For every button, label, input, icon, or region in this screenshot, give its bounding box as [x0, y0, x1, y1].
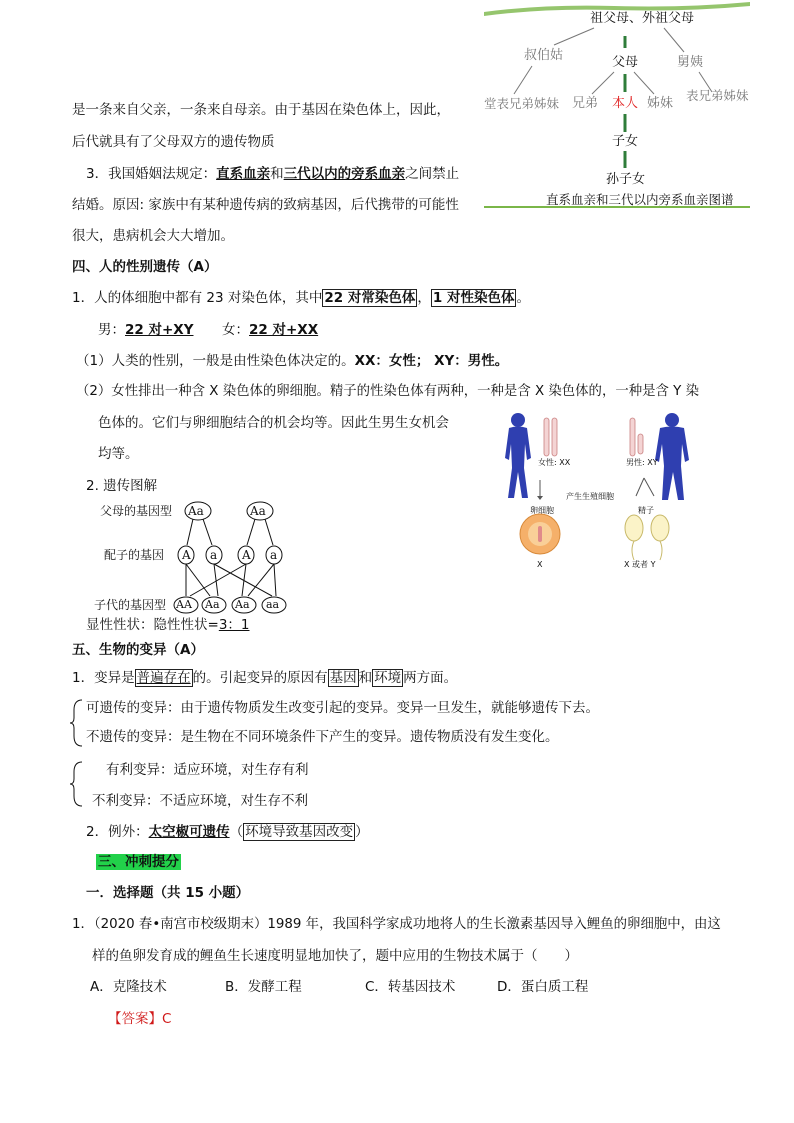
- phenotype-ratio: [86, 615, 250, 635]
- box-environment: 环境: [374, 670, 402, 686]
- pedigree-children: 子女: [612, 134, 639, 149]
- ex-paren-open: （: [229, 824, 244, 840]
- brace-variation-effect: [70, 760, 86, 808]
- egg-x-label: X: [537, 560, 543, 569]
- unfavorable-variation: 不利变异：不适应环境，对生存不利: [92, 793, 308, 809]
- term-collateral-kin: 三代以内的旁系血亲: [283, 166, 406, 182]
- section5-p1: [72, 668, 457, 688]
- female-value: 22 对+XX: [249, 322, 319, 338]
- section3-title: [96, 852, 181, 872]
- male-chromosomes-icon: [630, 418, 643, 456]
- marriage-line-3: 很大，患病机会大大增加。: [72, 228, 234, 244]
- gamete-3: A: [242, 548, 251, 562]
- marriage-line-2: 结婚。原因: 家族中有某种遗传病的致病基因，后代携带的可能性: [72, 197, 459, 213]
- genetic-cross-diagram: [72, 498, 302, 616]
- parent1-genotype: Aa: [188, 504, 204, 518]
- s5-p1-d: 两方面。: [403, 670, 458, 686]
- pedigree-cousins-paternal: 堂表兄弟姊妹: [484, 96, 560, 111]
- ratio-prefix: 显性性状：隐性性状=: [86, 617, 219, 633]
- line-to-brothers: [592, 72, 614, 94]
- pedigree-parents: 父母: [612, 55, 639, 70]
- heritable-variation: 可遗传的变异：由于遗传物质发生改变引起的变异。变异一旦发生，就能够遗传下去。: [86, 700, 599, 716]
- sex-determination-figure: [494, 410, 714, 582]
- egg-label: 卵细胞: [530, 506, 554, 515]
- line-to-uncle-p: [554, 28, 594, 45]
- gamete-4: a: [270, 548, 278, 562]
- marriage-suffix: 之间禁止: [405, 166, 460, 182]
- brace-variation-type: [70, 698, 86, 748]
- box-sex-chromosomes: 1 对性染色体: [432, 290, 515, 306]
- male-karyotype: [98, 320, 193, 340]
- section4-p1: [72, 288, 530, 308]
- marriage-and: 和: [270, 166, 284, 182]
- answer-value: C: [162, 1011, 172, 1027]
- marriage-line-1: [86, 164, 459, 184]
- pedigree-grandchildren: 孙子女: [606, 172, 646, 187]
- s5-p1-b: 的。引起变异的原因有: [192, 670, 328, 686]
- female-label: 女性: XX: [538, 458, 571, 467]
- s4-p1-end: 。: [516, 290, 530, 306]
- pedigree-grandparents: 祖父母、外祖父母: [590, 11, 695, 26]
- s5-p1-c: 和: [358, 670, 373, 686]
- pedigree-sisters: 姊妹: [647, 96, 674, 111]
- offspring-1: AA: [176, 598, 192, 611]
- pedigree-self: 本人: [612, 96, 639, 111]
- option-a: A．克隆技术: [90, 979, 167, 995]
- sperm-xy-label: X 或者 Y: [624, 560, 656, 569]
- box-ubiquitous: 普遍存在: [136, 670, 191, 686]
- male-value: 22 对+XY: [125, 322, 194, 338]
- line-to-sisters: [634, 72, 654, 94]
- term-direct-kin: 直系血亲: [216, 166, 271, 182]
- egg-cell-icon: [520, 514, 560, 554]
- question-line-2: 样的鱼卵发育成的鲤鱼生长速度明显地加快了，题中应用的生物技术属于（ ）: [92, 948, 578, 964]
- label-gametes: 配子的基因: [104, 548, 165, 562]
- male-body-icon: [655, 413, 689, 500]
- gamete-2: a: [210, 548, 218, 562]
- marriage-prefix: 3．我国婚姻法规定：: [86, 166, 217, 182]
- question-line-1: 1．（2020 春•南宫市校级期末）1989 年，我国科学家成功地将人的生长激素基因导入鲤鱼的卵细胞中，由这: [72, 917, 721, 932]
- line-to-cousin-p: [514, 66, 532, 94]
- section4-item2-line1: （2）女性排出一种含 X 染色体的卵细胞。精子的性染色体有两种，一种是含 X 染色体的，一种是含 Y 染: [76, 384, 699, 399]
- box-autosomes: 22 对常染色体: [324, 290, 416, 306]
- female-body-icon: [505, 413, 531, 498]
- intro-line-2: 后代就具有了父母双方的遗传物质: [72, 134, 275, 150]
- option-d: D．蛋白质工程: [497, 979, 589, 995]
- section4-item3: 2. 遗传图解: [86, 478, 158, 494]
- female-chromosomes-icon: [544, 418, 557, 456]
- female-karyotype: [222, 320, 318, 340]
- pedigree-brothers: 兄弟: [572, 96, 599, 111]
- intro-line-1: 是一条来自父亲，一条来自母亲。由于基因在染色体上，因此，: [72, 102, 450, 118]
- label-offspring-genotype: 子代的基因型: [94, 598, 167, 612]
- s4-item1-prefix: （1）人类的性别，一般是由性染色体决定的。: [76, 353, 355, 369]
- section4-item2-line3: 均等。: [98, 446, 139, 462]
- pedigree-chart: [484, 0, 750, 210]
- ratio-value: 3：1: [218, 617, 250, 633]
- box-gene: 基因: [329, 670, 357, 686]
- sperm-label: 精子: [638, 506, 654, 515]
- s4-p1-prefix: 1．人的体细胞中都有 23 对染色体，其中: [72, 290, 323, 306]
- process-label: 产生生殖细胞: [566, 492, 614, 501]
- parent2-genotype: Aa: [250, 504, 266, 518]
- sperm-cells-icon: [625, 515, 669, 560]
- male-label: 男性: XY: [626, 458, 658, 467]
- box-env-gene-change: 环境导致基因改变: [245, 824, 354, 840]
- section5-exception: [86, 822, 369, 842]
- arrow-male-sperm-x: [636, 478, 644, 496]
- ex-paren-close: ）: [355, 824, 369, 840]
- option-c: C．转基因技术: [365, 979, 456, 995]
- male-label: 男：: [98, 322, 125, 338]
- pedigree-caption: 直系血亲和三代以内旁系血亲图谱: [546, 192, 734, 207]
- pedigree-uncle-aunt-maternal: 舅姨: [677, 55, 704, 70]
- section4-item2-line2: 色体的。它们与卵细胞结合的机会均等。因此生男生女机会: [98, 415, 449, 431]
- section4-title: 四、人的性别遗传（A）: [72, 259, 218, 275]
- arrow-male-sperm-y: [644, 478, 654, 496]
- pedigree-cousins-maternal: 表兄弟姊妹: [686, 88, 749, 103]
- answer: [108, 1009, 171, 1029]
- ex-space-pepper: 太空椒可遗传: [148, 824, 230, 840]
- gamete-1: A: [182, 548, 191, 562]
- female-label: 女：: [222, 322, 249, 338]
- section4-item1: [76, 351, 508, 371]
- section3-sub: 一．选择题（共 15 小题）: [86, 885, 250, 901]
- favorable-variation: 有利变异：适应环境，对生存有利: [106, 762, 309, 778]
- nonheritable-variation: 不遗传的变异：是生物在不同环境条件下产生的变异。遗传物质没有发生变化。: [86, 729, 559, 745]
- pedigree-uncle-aunt-paternal: 叔伯姑: [524, 48, 564, 63]
- section5-title: 五、生物的变异（A）: [72, 642, 204, 658]
- answer-label: 【答案】: [108, 1011, 162, 1027]
- ex-prefix: 2．例外：: [86, 824, 149, 840]
- label-parent-genotype: 父母的基因型: [100, 504, 173, 518]
- s5-p1-a: 1．变异是: [72, 670, 135, 686]
- s4-p1-mid: ，: [417, 290, 431, 306]
- option-b: B．发酵工程: [225, 979, 302, 995]
- offspring-3: Aa: [235, 598, 250, 611]
- offspring-4: aa: [266, 598, 280, 611]
- s4-item1-bold: XX：女性； XY：男性。: [354, 353, 509, 369]
- section3-title-text: 三、冲刺提分: [98, 854, 179, 870]
- offspring-2: Aa: [205, 598, 220, 611]
- line-to-uncle-m: [664, 28, 684, 52]
